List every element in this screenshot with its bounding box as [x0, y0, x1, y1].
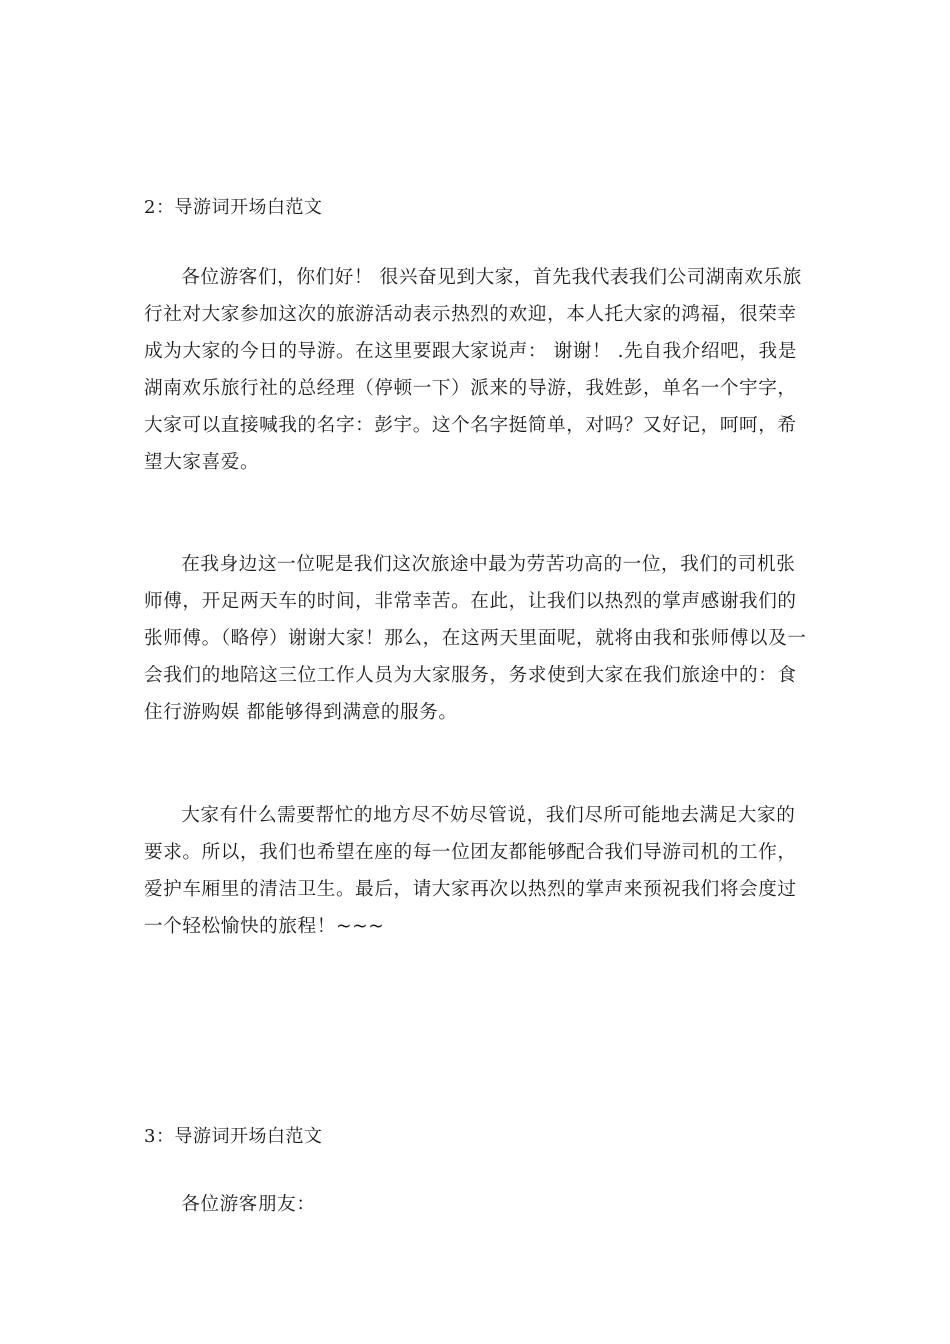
paragraph-greeting: 各位游客们，你们好！ 很兴奋见到大家，首先我代表我们公司湖南欢乐旅行社对大家参加这次的旅游活动表示热烈的欢迎，本人托大家的鸿福，很荣幸成为大家的今日的导游。在这里要跟大家说声： 谢谢！ .先自我介绍吧，我是湖南欢乐旅行社的总经理（停顿一下）派来的导游，我姓彭，单名一个宇字，大家可以直接喊我的名字：彭宇。这个名字挺简单，对吗？又好记，呵呵，希望大家喜爱。 [144, 267, 802, 473]
paragraph-salutation: 各位游客朋友： [181, 1194, 316, 1215]
paragraph-closing: 大家有什么需要帮忙的地方尽不妨尽管说，我们尽所可能地去满足大家的要求。所以，我们也希望在座的每一位团友都能够配合我们导游司机的工作，爱护车厢里的清洁卫生。最后，请大家再次以热烈的掌声来预祝我们将会度过一个轻松愉快的旅程！~~~ [144, 805, 797, 937]
section-heading-3: 3：导游词开场白范文 [144, 1126, 323, 1147]
paragraph-driver-intro: 在我身边这一位呢是我们这次旅途中最为劳苦功高的一位，我们的司机张师傅，开足两天车的时间，非常幸苦。在此，让我们以热烈的掌声感谢我们的张师傅。（略停）谢谢大家！那么，在这两天里面呢，就将由我和张师傅以及一会我们的地陪这三位工作人员为大家服务，务求使到大家在我们旅途中的：食住行游购娱 都能够得到满意的服务。 [144, 554, 807, 723]
section-heading-2: 2：导游词开场白范文 [144, 197, 323, 218]
